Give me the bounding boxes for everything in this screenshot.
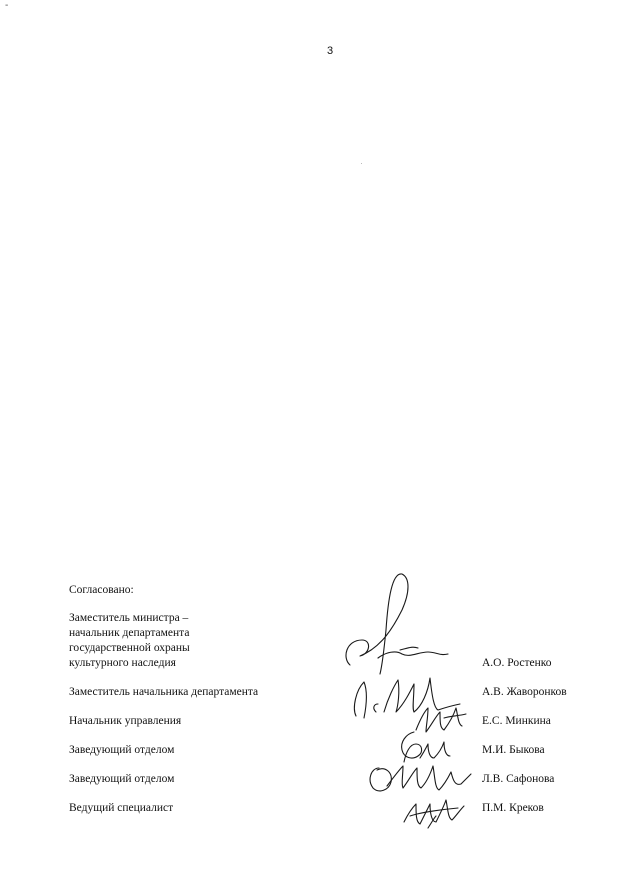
signatory-position: Ведущий специалист: [69, 802, 174, 814]
signatory-name: А.В. Жаворонков: [482, 686, 567, 698]
signatory-position: Заместитель начальника департамента: [69, 686, 259, 698]
signatory-name: М.И. Быкова: [482, 744, 545, 756]
approval-label: Согласовано:: [69, 584, 134, 596]
signatory-name: А.О. Ростенко: [482, 657, 552, 669]
signatory-name: Л.В. Сафонова: [482, 773, 555, 785]
signature-rostenko: [340, 570, 460, 680]
signatory-position: Заведующий отделом: [69, 773, 175, 785]
signatory-row: [69, 800, 609, 816]
signatory-name: Е.С. Минкина: [482, 715, 551, 727]
signature-krekov: [398, 792, 468, 834]
page-number: 3: [327, 45, 334, 57]
signatory-row: [69, 684, 609, 700]
signatory-position: Заведующий отделом: [69, 744, 175, 756]
signatory-name: П.М. Креков: [482, 802, 544, 814]
signatory-position: Заместитель министра – начальник департамента государственной охраны культурного наследия: [69, 612, 190, 669]
corner-mark: -: [5, 0, 9, 11]
scan-speck: [361, 163, 362, 164]
signatory-position: Начальник управления: [69, 715, 182, 727]
signatory-row: [69, 771, 609, 787]
signatory-row: [69, 742, 609, 758]
signatory-row: [69, 612, 609, 671]
signatory-row: [69, 713, 609, 729]
